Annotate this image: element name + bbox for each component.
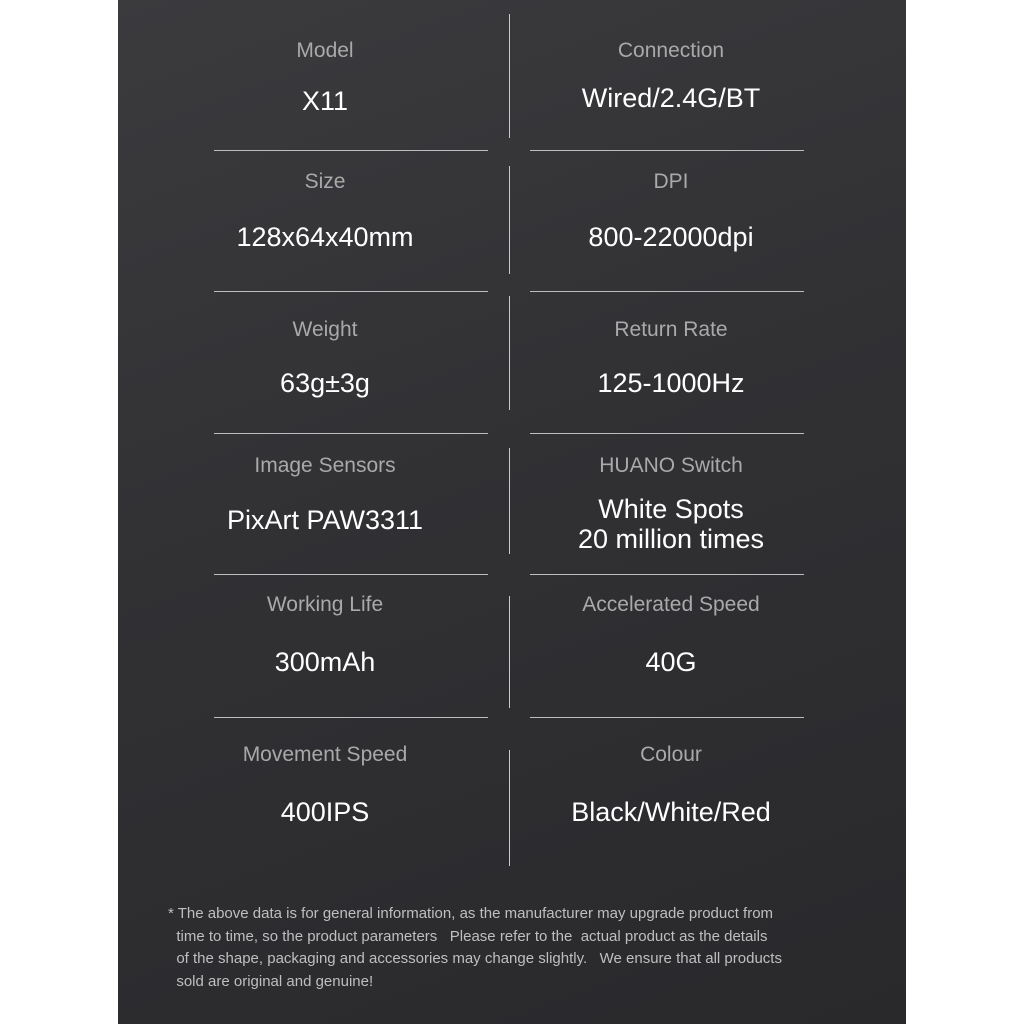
spec-label: Connection (617, 39, 725, 62)
row-divider (214, 150, 488, 151)
spec-label: Movement Speed (242, 743, 408, 766)
spec-value: X11 (301, 86, 349, 116)
row-divider (530, 574, 804, 575)
spec-value: 125-1000Hz (597, 368, 745, 398)
spec-label: Accelerated Speed (582, 593, 760, 616)
row-divider (530, 150, 804, 151)
column-divider (509, 596, 510, 708)
footnote-line: * The above data is for general information, as the manufacturer may upgrade product from (168, 905, 774, 922)
row-divider (214, 433, 488, 434)
row-divider (530, 433, 804, 434)
spec-value: 40G (645, 647, 697, 677)
spec-value: Black/White/Red (571, 797, 771, 827)
spec-label: Size (304, 170, 346, 193)
spec-label: Working Life (266, 593, 384, 616)
column-divider (509, 14, 510, 138)
row-divider (214, 574, 488, 575)
column-divider (509, 296, 510, 410)
spec-label: Weight (292, 318, 358, 341)
spec-value: 63g±3g (280, 368, 370, 398)
disclaimer-footnote (168, 903, 868, 993)
footnote-line: of the shape, packaging and accessories may change slightly. We ensure that all products (168, 950, 782, 967)
spec-value: 400IPS (280, 797, 370, 827)
spec-label: Image Sensors (254, 454, 396, 477)
column-divider (509, 448, 510, 554)
footnote-line: time to time, so the product parameters Please refer to the actual product as the details (168, 927, 768, 945)
spec-label: DPI (653, 170, 689, 193)
column-divider (509, 750, 510, 866)
spec-value-line-1: White Spots (598, 494, 744, 524)
spec-value: 800-22000dpi (588, 222, 754, 252)
spec-value: PixArt PAW3311 (226, 505, 424, 535)
row-divider (530, 291, 804, 292)
spec-value: 300mAh (274, 647, 376, 677)
row-divider (214, 717, 488, 718)
spec-value: Wired/2.4G/BT (581, 83, 761, 113)
spec-label: HUANO Switch (599, 454, 743, 477)
column-divider (509, 166, 510, 274)
row-divider (530, 717, 804, 718)
spec-value: 128x64x40mm (236, 222, 414, 252)
footnote-line: sold are original and genuine! (168, 972, 374, 990)
spec-label: Colour (640, 743, 702, 766)
spec-label: Return Rate (614, 318, 728, 341)
spec-value-line-2: 20 million times (577, 524, 765, 554)
row-divider (214, 291, 488, 292)
spec-label: Model (296, 39, 354, 62)
spec-sheet-panel (118, 0, 906, 1024)
